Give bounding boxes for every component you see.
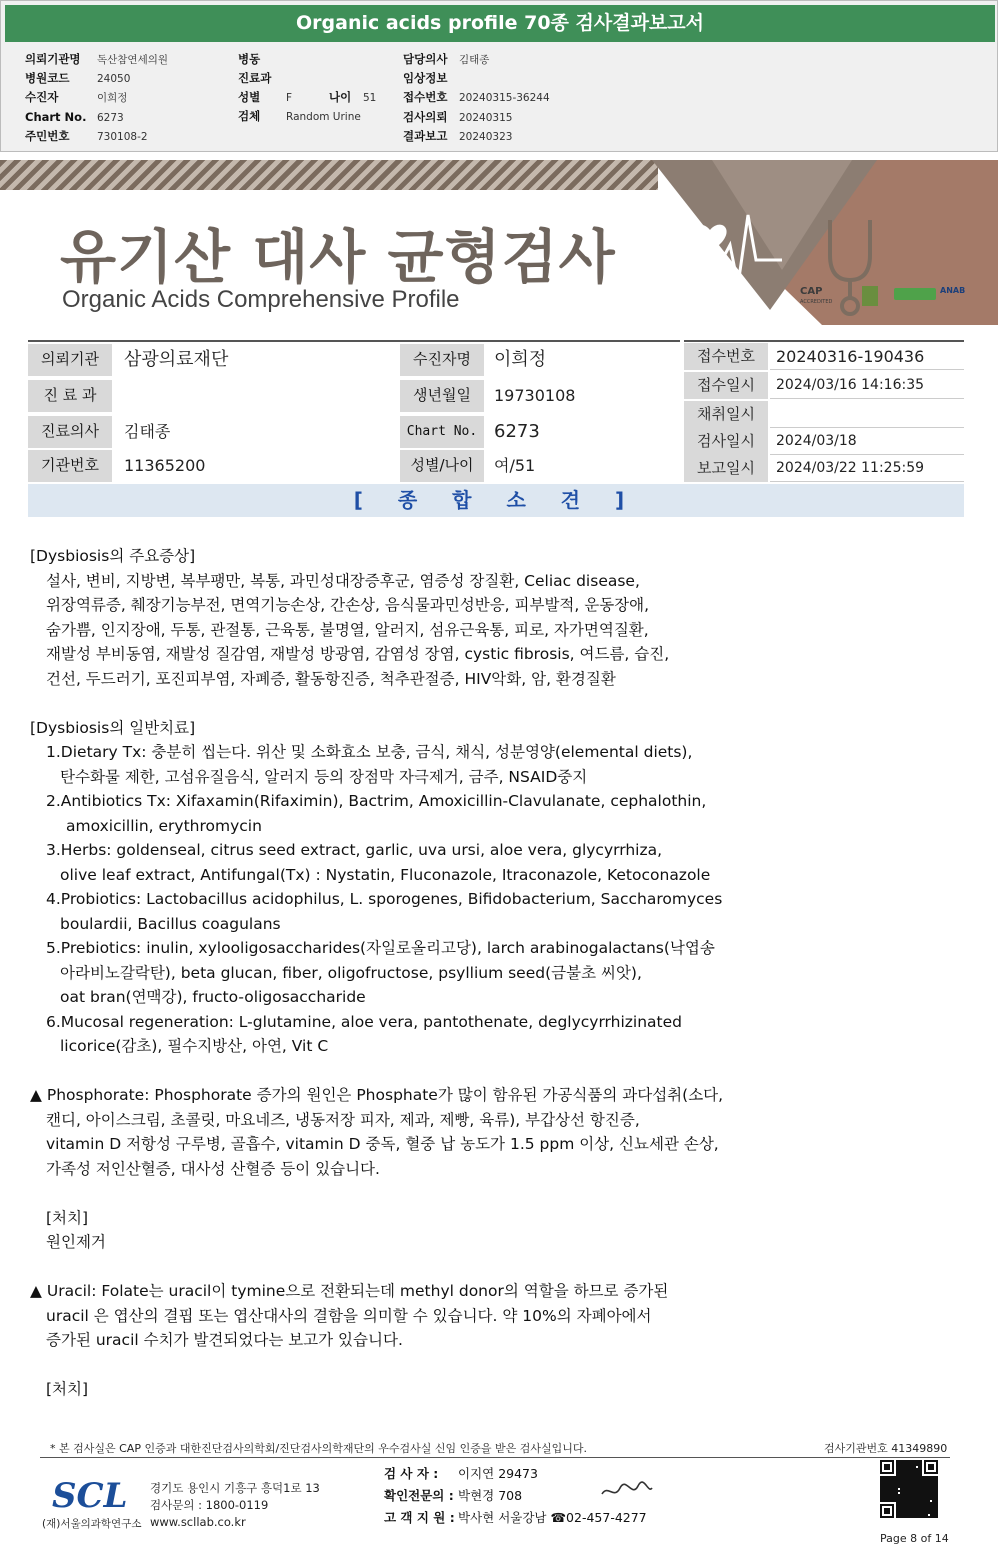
header-field: 병동 bbox=[238, 52, 261, 66]
accreditation-note: * 본 검사실은 CAP 인증과 대한진단검사의학회/진단검사의학재단의 우수검사실 신임 인증을 받은 검사실입니다. bbox=[50, 1442, 588, 1455]
header-field: 임상정보 bbox=[403, 71, 448, 85]
report-value: 2024/03/16 14:16:35 bbox=[770, 372, 964, 399]
header-field: 수진자 이희정 bbox=[25, 90, 128, 104]
logo-subtitle: (재)서울의과학연구소 bbox=[42, 1518, 142, 1530]
text-line: 아라비노갈락탄), beta glucan, fiber, oligofructose, psyllium seed(금불초 씨앗), bbox=[60, 963, 642, 982]
header-field: 주민번호 730108-2 bbox=[25, 129, 148, 143]
report-value bbox=[770, 401, 964, 428]
report-value: 20240316-190436 bbox=[770, 343, 964, 370]
text-line: licorice(감초), 필수지방산, 아연, Vit C bbox=[60, 1037, 329, 1055]
staff-row: 확인전문의 : 박현경 708 bbox=[384, 1488, 523, 1503]
header-field: 결과보고 20240323 bbox=[403, 129, 513, 143]
text-line: ▲ Phosphorate: Phosphorate 증가의 원인은 Phosphate가 많이 함유된 가공식품의 과다섭취(소다, bbox=[30, 1086, 724, 1104]
report-label: 채취일시 bbox=[684, 401, 768, 428]
address: 경기도 용인시 기흥구 흥덕1로 13 bbox=[150, 1481, 320, 1495]
signature-icon bbox=[598, 1480, 654, 1502]
report-label: 접수번호 bbox=[684, 343, 768, 370]
banner-graphic bbox=[652, 160, 998, 325]
patient-label: 성별/나이 bbox=[400, 450, 484, 482]
text-line: vitamin D 저항성 구루병, 골흡수, vitamin D 중독, 혈중 납 농도가 1.5 ppm 이상, 신뇨세관 손상, bbox=[46, 1135, 719, 1153]
report-label: 접수일시 bbox=[684, 372, 768, 399]
text-line: 원인제거 bbox=[46, 1233, 106, 1251]
page-number: Page 8 of 14 bbox=[880, 1532, 949, 1545]
patient-value: 11365200 bbox=[124, 456, 206, 475]
staff-row: 검 사 자 : 이지연 29473 bbox=[384, 1466, 538, 1481]
report-label: 검사일시 bbox=[684, 428, 768, 455]
header-field: 진료과 bbox=[238, 71, 272, 85]
text-line: 가족성 저인산혈증, 대사성 산혈증 등이 있습니다. bbox=[46, 1159, 380, 1178]
text-line: oat bran(연맥강), fructo-oligosaccharide bbox=[60, 988, 366, 1006]
spacer bbox=[30, 1059, 930, 1084]
cap-logo: CAP bbox=[800, 286, 823, 297]
text-line: boulardii, Bacillus coagulans bbox=[60, 914, 281, 933]
accredited-text: ACCREDITED bbox=[800, 299, 833, 305]
text-line: 6.Mucosal regeneration: L-glutamine, aloe vera, pantothenate, deglycyrrhizinated bbox=[46, 1012, 682, 1031]
lm-logo bbox=[862, 286, 878, 306]
text-line: amoxicillin, erythromycin bbox=[66, 816, 262, 835]
page-title-en: Organic Acids Comprehensive Profile bbox=[62, 286, 460, 313]
text-line: [처치] bbox=[46, 1208, 89, 1227]
text-line: [Dysbiosis의 주요증상] bbox=[30, 547, 196, 565]
text-line: 숨가쁨, 인지장애, 두통, 관절통, 근육통, 불명열, 알러지, 섬유근육통, 피로, 자가면역질환, bbox=[46, 620, 649, 639]
report-label: 보고일시 bbox=[684, 455, 768, 482]
patient-label: 기관번호 bbox=[28, 450, 112, 482]
header-field: 접수번호 20240315-36244 bbox=[403, 90, 550, 104]
text-line: 5.Prebiotics: inulin, xylooligosaccharides(자일로올리고당), larch arabinogalactans(낙엽송 bbox=[46, 939, 715, 957]
patient-value: 19730108 bbox=[494, 386, 576, 405]
spacer bbox=[30, 1255, 930, 1280]
summary-content bbox=[30, 544, 930, 1402]
spacer bbox=[30, 691, 930, 716]
anab-logo: ANAB bbox=[940, 286, 966, 295]
text-line: 3.Herbs: goldenseal, citrus seed extract, garlic, uva ursi, aloe vera, glycyrrhiza, bbox=[46, 841, 663, 859]
text-line: 1.Dietary Tx: 충분히 씹는다. 위산 및 소화효소 보충, 금식, 채식, 성분영양(elemental diets), bbox=[46, 743, 693, 761]
report-header bbox=[0, 0, 998, 152]
header-field: 검사의뢰 20240315 bbox=[403, 110, 513, 124]
staff-row: 고 객 지 원 : 박사현 서울강남 ☎02-457-4277 bbox=[384, 1510, 647, 1525]
phone: 검사문의 : 1800-0119 bbox=[150, 1498, 269, 1512]
footer bbox=[0, 1436, 998, 1564]
text-line: 캔디, 아이스크림, 초콜릿, 마요네즈, 냉동저장 피자, 제과, 제빵, 육류), 부갑상선 항진증, bbox=[46, 1110, 640, 1129]
patient-value: 6273 bbox=[494, 421, 540, 442]
text-line: 재발성 부비동염, 재발성 질감염, 재발성 방광염, 감염성 장염, cystic fibrosis, 여드름, 습진, bbox=[46, 645, 670, 663]
text-line: olive leaf extract, Antifungal(Tx) : Nystatin, Fluconazole, Itraconazole, Ketoconazole bbox=[60, 865, 711, 884]
header-field: 검체 Random Urine bbox=[238, 109, 361, 123]
green-logo bbox=[894, 288, 936, 300]
patient-value: 이희정 bbox=[494, 349, 547, 370]
patient-label: 진료의사 bbox=[28, 416, 112, 448]
text-line: 4.Probiotics: Lactobacillus acidophilus, L. sporogenes, Bifidobacterium, Saccharomyces bbox=[46, 890, 723, 908]
patient-value: 김태종 bbox=[124, 422, 171, 441]
header-field: 담당의사 김태종 bbox=[403, 52, 490, 66]
decorative-stripe bbox=[0, 160, 658, 190]
patient-label: 수진자명 bbox=[400, 344, 484, 376]
patient-value bbox=[116, 380, 396, 412]
scl-logo: SCL bbox=[52, 1476, 128, 1516]
patient-value: 삼광의료재단 bbox=[124, 349, 229, 370]
patient-value: 여/51 bbox=[494, 456, 536, 475]
website-link[interactable]: www.scllab.co.kr bbox=[150, 1515, 246, 1529]
text-line: 증가된 uracil 수치가 발견되었다는 보고가 있습니다. bbox=[46, 1331, 403, 1349]
text-line: 설사, 변비, 지방변, 복부팽만, 복통, 과민성대장증후군, 염증성 장질환, Celiac disease, bbox=[46, 571, 640, 590]
report-value: 2024/03/18 bbox=[770, 428, 964, 455]
text-line: ▲ Uracil: Folate는 uracil이 tymine으로 전환되는데 methyl donor의 역할을 하므로 증가된 bbox=[30, 1282, 669, 1300]
text-line: 건선, 두드러기, 포진피부염, 자폐증, 활동항진증, 척추관절증, HIV악화, 암, 환경질환 bbox=[46, 669, 616, 688]
text-line: 탄수화물 제한, 고섬유질음식, 알러지 등의 장점막 자극제거, 금주, NSAID중지 bbox=[60, 767, 588, 786]
header-field-age: 나이 51 bbox=[329, 90, 377, 104]
header-field: 병원코드 24050 bbox=[25, 71, 131, 85]
text-line: uracil 은 엽산의 결핍 또는 엽산대사의 결함을 의미할 수 있습니다. 약 10%의 자폐아에서 bbox=[46, 1306, 652, 1325]
qr-code-icon bbox=[880, 1460, 938, 1518]
report-title: Organic acids profile 70종 검사결과보고서 bbox=[5, 5, 995, 42]
org-number: 검사기관번호 41349890 bbox=[824, 1442, 948, 1455]
spacer bbox=[30, 1181, 930, 1206]
header-field: 의뢰기관명 독산참연세의원 bbox=[25, 52, 169, 66]
text-line: 위장역류증, 췌장기능부전, 면역기능손상, 간손상, 음식물과민성반응, 피부발적, 운동장애, bbox=[46, 596, 650, 614]
text-line: 2.Antibiotics Tx: Xifaxamin(Rifaximin), Bactrim, Amoxicillin-Clavulanate, cephalothin, bbox=[46, 792, 707, 810]
patient-label: 의뢰기관 bbox=[28, 344, 112, 376]
text-line: [Dysbiosis의 일반치료] bbox=[30, 718, 196, 737]
page-title-kr: 유기산 대사 균형검사 bbox=[60, 223, 616, 291]
text-line: [처치] bbox=[46, 1380, 89, 1398]
patient-label: 생년월일 bbox=[400, 380, 484, 412]
header-field: 성별 F bbox=[238, 90, 293, 104]
patient-label: 진 료 과 bbox=[28, 380, 112, 412]
spacer bbox=[30, 1353, 930, 1378]
report-value: 2024/03/22 11:25:59 bbox=[770, 455, 964, 482]
patient-label: Chart No. bbox=[400, 416, 484, 448]
summary-heading: [ 종 합 소 견 ] bbox=[28, 484, 964, 517]
header-field: Chart No. 6273 bbox=[25, 110, 124, 124]
